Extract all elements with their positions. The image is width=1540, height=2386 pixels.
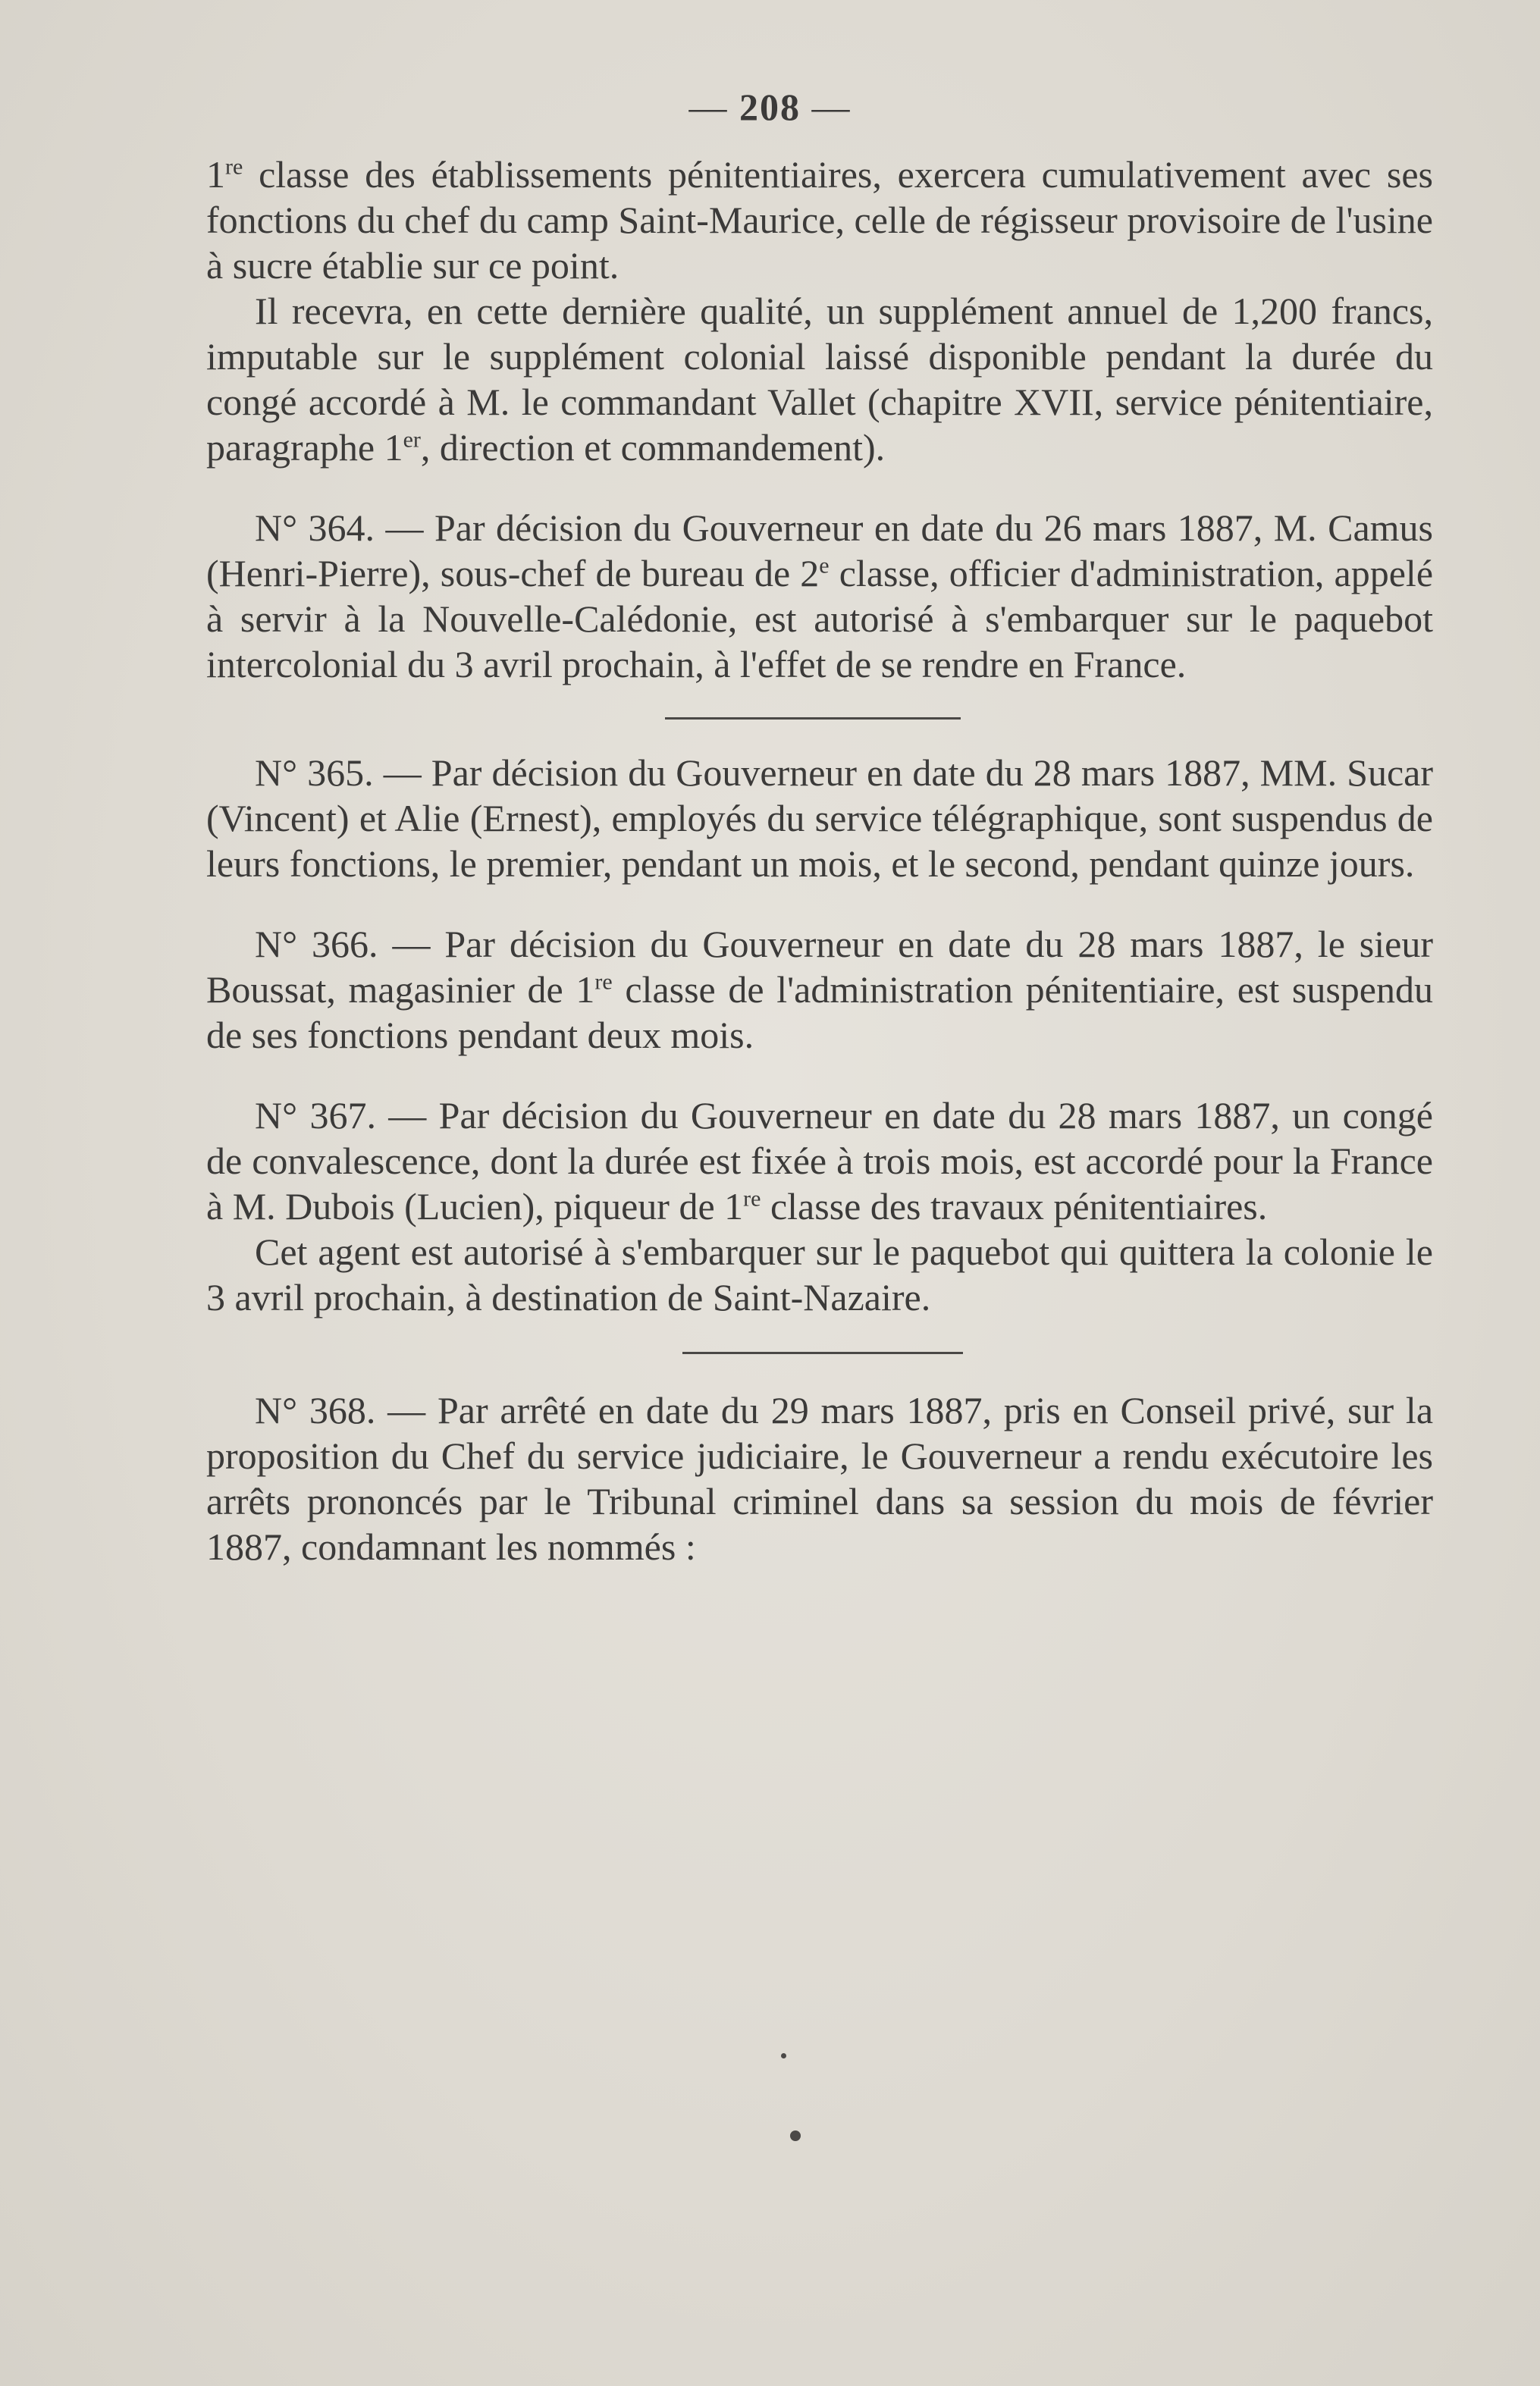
page-body: [206, 152, 1433, 1569]
entry-365: [206, 750, 1433, 886]
folio-number: 208: [739, 86, 801, 128]
entry-text-cont: classe des travaux pénitentiaires.: [761, 1185, 1268, 1227]
paragraph-gap: [206, 1058, 1433, 1093]
entry-text: — Par décision du Gouverneur en date du 26 mars 1887, M. Camus (Henri-Pierre), sous-chef de bureau de 2: [206, 506, 1433, 594]
entry-368: [206, 1387, 1433, 1569]
entry-number: N° 366.: [255, 923, 378, 965]
entry-text-cont: classe, officier d'administration, appelé à servir à la Nouvelle-Calédonie, est autorisé à s'embarquer sur le paquebot intercolonial du 3 avril prochain, à l'effet de se rendre en France.: [206, 552, 1434, 685]
entry-text-cont: classe de l'administration pénitentiaire, est suspendu de ses fonctions pendant deux mois.: [206, 968, 1433, 1056]
entry-number: N° 367.: [255, 1094, 376, 1137]
continuation-paragraph: [206, 152, 1433, 288]
page-number: [0, 85, 1540, 129]
entry-367-followup: Cet agent est autorisé à s'embarquer sur le paquebot qui quittera la colonie le 3 avril prochain, à destination de Saint-Nazaire.: [206, 1231, 1433, 1318]
section-divider: [665, 717, 961, 720]
entry-text: — Par décision du Gouverneur en date du 28 mars 1887, MM. Sucar (Vincent) et Alie (Ernest), employés du service télégraphique, sont suspendus de leurs fonctions, le premier, pendant un mois, et le second, pendant quinze jours.: [206, 751, 1433, 885]
ink-speck: [790, 2130, 801, 2141]
entry-text: — Par décision du Gouverneur en date du 28 mars 1887, le sieur Boussat, magasinier de 1: [206, 923, 1433, 1011]
entry-number: N° 364.: [255, 506, 375, 549]
entry-366: [206, 921, 1433, 1058]
entry-text: — Par décision du Gouverneur en date du 28 mars 1887, un congé de convalescence, dont la durée est fixée à trois mois, est accordé pour la France à M. Dubois (Lucien), piqueur de 1: [206, 1094, 1433, 1227]
supplement-text-2: , direction et commandement).: [420, 426, 886, 469]
folio-dash-left: —: [688, 86, 729, 128]
entry-sup: re: [743, 1186, 761, 1212]
entry-sup: e: [819, 553, 830, 578]
entry-number: N° 368.: [255, 1389, 376, 1431]
paragraph-gap: [206, 886, 1433, 921]
entry-364: [206, 505, 1433, 687]
entry-sup: re: [594, 969, 613, 995]
section-divider: [682, 1352, 963, 1354]
entry-number: N° 365.: [255, 751, 374, 794]
ordinal-one: 1: [206, 153, 225, 196]
entry-text: — Par arrêté en date du 29 mars 1887, pris en Conseil privé, sur la proposition du Chef du service judiciaire, le Gouverneur a rendu exécutoire les arrêts prononcés par le Tribunal criminel dans sa session du mois de février 1887, condamnant les nommés :: [206, 1389, 1434, 1568]
paragraph-gap: [206, 470, 1433, 505]
supplement-sup: er: [403, 427, 421, 453]
continuation-text: classe des établissements pénitentiaires, exercera cumulativement avec ses fonctions du chef du camp Saint-Maurice, celle de régisseur provisoire de l'usine à sucre établie sur ce point.: [206, 153, 1433, 287]
ordinal-sup: re: [225, 154, 243, 180]
folio-dash-right: —: [811, 86, 852, 128]
ink-speck: [781, 2053, 786, 2058]
supplement-paragraph: [206, 288, 1433, 470]
entry-367: [206, 1093, 1433, 1229]
supplement-text-1: Il recevra, en cette dernière qualité, un supplément annuel de 1,200 francs, imputable sur le supplément colonial laissé disponible pendant la durée du congé accordé à M. le commandant Vallet (chapitre XVII, service pénitentiaire, paragraphe 1: [206, 290, 1433, 469]
